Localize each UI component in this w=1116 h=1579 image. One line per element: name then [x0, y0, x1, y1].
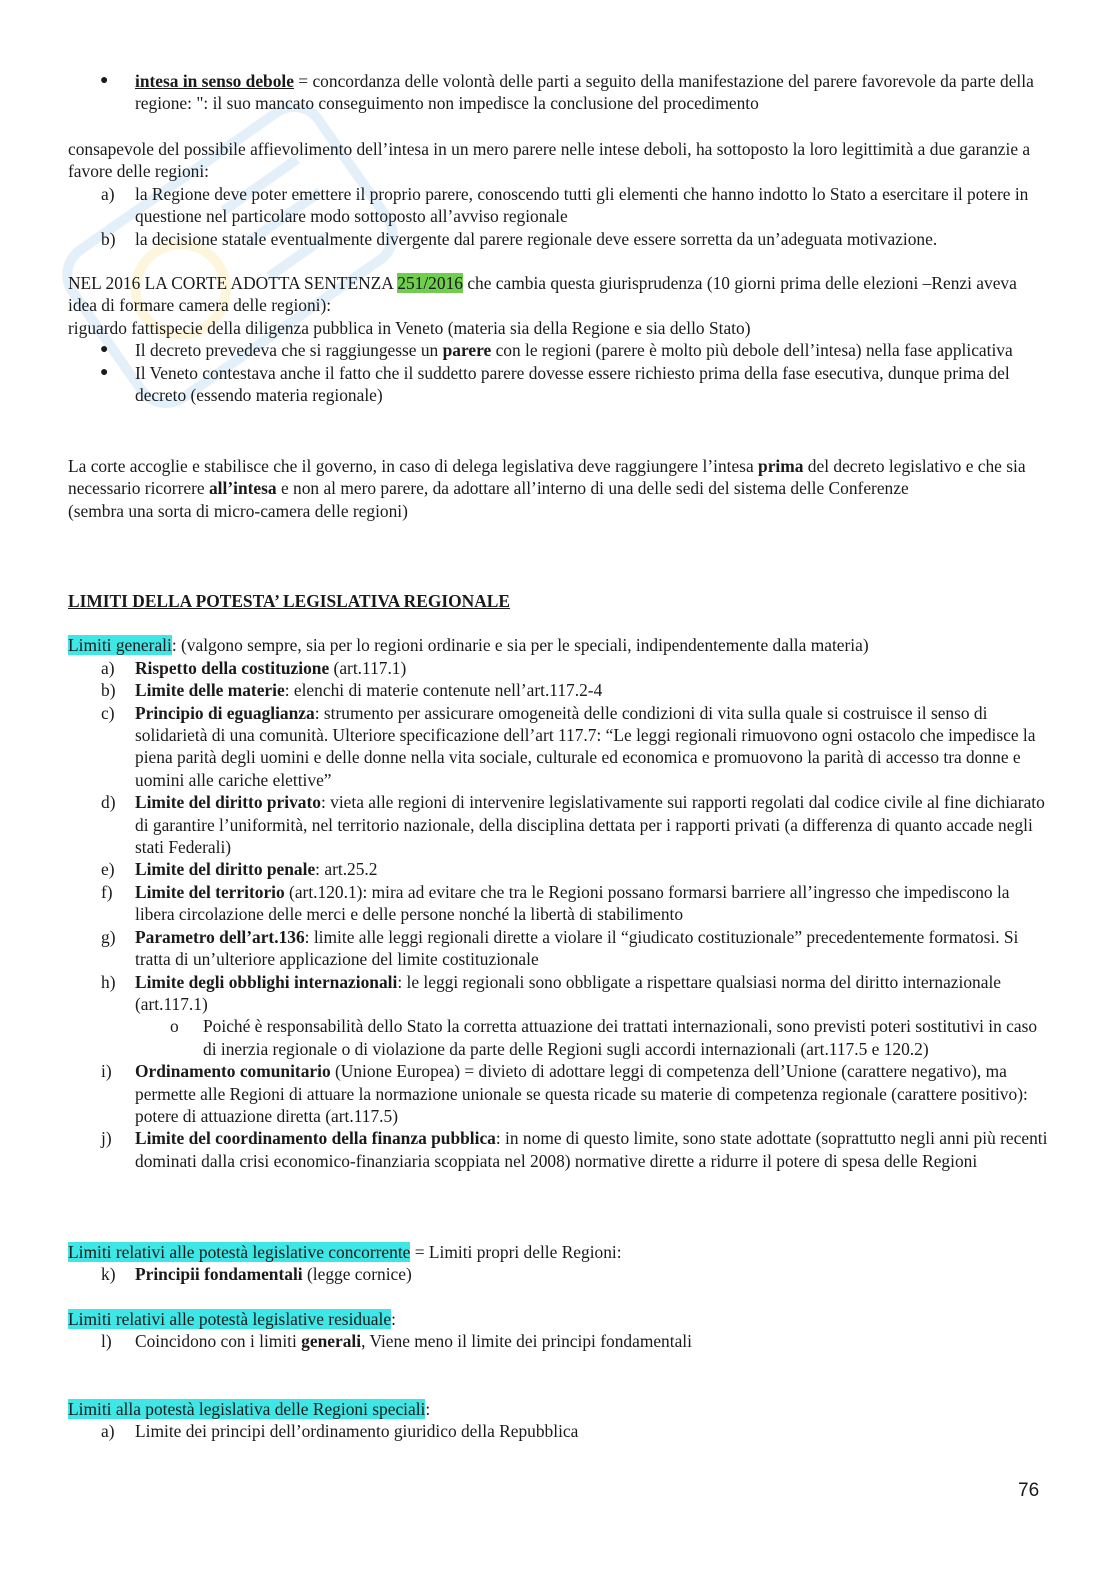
list-item	[68, 70, 1048, 115]
text: : in nome di questo limite, sono state adottate (soprattutto negli anni più recenti dominati dalla crisi economico-finanziaria scoppiata nel 2008) normative dirette a ridurre il potere di spesa delle Regioni	[135, 1128, 1048, 1171]
limits-list	[68, 657, 1048, 1016]
limits-list-2	[68, 1060, 1048, 1172]
text: (Unione Europea) = divieto di adottare leggi di competenza dell’Unione (carattere negativo), ma permette alle Regioni di attuare la normazione unionale se questa ricade su materie di competenza regionale (carattere positivo): potere di attuazione diretta (art.117.5)	[135, 1061, 1028, 1126]
text: : (valgono sempre, sia per lo regioni ordinarie e sia per le speciali, indipendentemente dalla materia)	[171, 635, 869, 656]
list-marker: h)	[101, 971, 116, 992]
paragraph: (sembra una sorta di micro-camera delle regioni)	[68, 500, 408, 521]
subheading-residuale	[68, 1308, 1048, 1330]
corte-section	[68, 455, 1048, 522]
bold-text: Limite delle materie	[135, 680, 285, 701]
text: : vieta alle regioni di intervenire legislativamente sui rapporti regolati dal codice civile al fine dichiarato di garantire l’uniformità, nel territorio nazionale, della disciplina dettata per i rapporti privati (a differenza di quanto accade negli stati Federali)	[135, 792, 1045, 858]
list-item	[68, 1127, 1048, 1172]
list-marker: d)	[101, 792, 116, 813]
highlighted-sentenza-number: 251/2016	[397, 273, 463, 293]
bold-text: Limite del territorio	[135, 881, 285, 902]
bullet-text: = concordanza delle volontà delle parti a seguito della manifestazione del parere favorevole da parte della regione: ": il suo mancato conseguimento non impedisce la conclusione del procedimento	[135, 71, 1034, 114]
highlighted-label: Limiti relativi alle potestà legislative residuale	[68, 1309, 392, 1329]
paragraph	[68, 455, 1048, 500]
text: , Viene meno il limite dei principi fondamentali	[361, 1331, 692, 1352]
bullet-icon: ●	[100, 342, 109, 358]
list-item	[68, 339, 1048, 361]
text: Poiché è responsabilità dello Stato la corretta attuazione dei trattati internazionali, sono previsti poteri sostitutivi in caso di inerzia regionale o di violazione da parte delle Regioni sugli accordi internazionali (art.117.5 e 120.2)	[203, 1016, 1038, 1059]
page-number: 76	[1018, 1480, 1040, 1501]
text: : art.25.2	[315, 859, 378, 880]
bold-text: Rispetto della costituzione	[135, 657, 330, 678]
paragraph-sentenza	[68, 272, 1048, 317]
list-item	[68, 1263, 1048, 1285]
text: : elenchi di materie contenute nell’art.117.2-4	[284, 680, 603, 701]
text: (art.117.1)	[329, 657, 407, 678]
highlighted-label: Limiti generali	[68, 635, 172, 656]
text: che cambia questa giurisprudenza (10 giorni prima delle elezioni –Renzi aveva idea di formare camera delle regioni):	[68, 273, 1017, 316]
list-item	[68, 791, 1048, 858]
list-item	[68, 228, 1048, 250]
residuale-section	[68, 1308, 1048, 1353]
bold-text: Limite degli obblighi internazionali	[135, 971, 398, 992]
list-marker: i)	[101, 1061, 112, 1082]
list-item	[68, 926, 1048, 971]
text: (legge cornice)	[302, 1264, 412, 1285]
text: Il Veneto contestava anche il fatto che il suddetto parere dovesse essere richiesto prima della fase esecutiva, dunque prima del decreto (essendo materia regionale)	[135, 362, 1010, 406]
subheading-generali	[68, 634, 1048, 656]
list-marker: e)	[101, 859, 115, 880]
paragraph: riguardo fattispecie della diligenza pubblica in Veneto (materia sia della Regione e sia dello Stato)	[68, 317, 751, 338]
subheading-speciali	[68, 1398, 1048, 1420]
list-marker: j)	[101, 1128, 112, 1149]
list-marker: f)	[101, 881, 113, 902]
list-marker: a)	[101, 1421, 115, 1442]
list-marker: b)	[101, 680, 116, 701]
sentenza-section	[68, 272, 1048, 406]
list-item	[68, 881, 1048, 926]
sub-list-item	[68, 1015, 1048, 1060]
bold-text: Principii fondamentali	[135, 1264, 303, 1285]
text: :	[391, 1309, 396, 1329]
highlighted-label: Limiti alla potestà legislativa delle Regioni speciali	[68, 1399, 426, 1419]
highlighted-label: Limiti relativi alle potestà legislative concorrente	[68, 1242, 411, 1262]
list-marker: c)	[101, 702, 115, 723]
text: (art.120.1): mira ad evitare che tra le Regioni possano formarsi barriere all’ingresso che impediscono la libera circolazione delle merci e delle persone nonché la libertà di stabilimento	[135, 881, 1010, 925]
list-item	[68, 858, 1048, 880]
bold-text: Ordinamento comunitario	[135, 1061, 331, 1082]
list-marker: b)	[101, 228, 116, 249]
bold-text: Limite del diritto penale	[135, 859, 316, 880]
bold-text: Limite del coordinamento della finanza pubblica	[135, 1128, 496, 1149]
bullet-icon: ●	[100, 364, 109, 380]
text: e non al mero parere, da adottare all’interno di una delle sedi del sistema delle Conferenze	[276, 478, 909, 499]
list-marker: g)	[101, 926, 116, 947]
list-marker: l)	[101, 1331, 112, 1352]
bullet-icon: ●	[100, 73, 109, 88]
subheading-concorrente	[68, 1241, 1048, 1263]
list-item	[68, 1420, 1048, 1442]
paragraph: consapevole del possibile affievolimento dell’intesa in un mero parere nelle intese deboli, ha sottoposto la loro legittimità a due garanzie a favore delle regioni:	[68, 139, 1031, 182]
speciali-section	[68, 1398, 1048, 1443]
list-item	[68, 1330, 1048, 1352]
intesa-debole-section	[68, 70, 1048, 115]
circle-bullet-icon: o	[170, 1016, 179, 1037]
text: la Regione deve poter emettere il proprio parere, conoscendo tutti gli elementi che hanno indotto lo Stato a esercitare il potere in questione nel particolare modo sottoposto all’avviso regionale	[135, 183, 1029, 227]
term-intesa-debole: intesa in senso debole	[135, 71, 294, 91]
text: La corte accoglie e stabilisce che il governo, in caso di delega legislativa deve raggiungere l’intesa	[68, 456, 759, 476]
list-item	[68, 702, 1048, 792]
text: Limite dei principi dell’ordinamento giuridico della Repubblica	[135, 1421, 579, 1442]
text: NEL 2016 LA CORTE ADOTTA SENTENZA	[68, 273, 398, 293]
text: con le regioni (parere è molto più debole dell’intesa) nella fase applicativa	[491, 340, 1013, 361]
bold-text: Limite del diritto privato	[135, 792, 321, 813]
bold-text: all’intesa	[208, 478, 277, 499]
guarantees-list	[68, 183, 1048, 250]
list-item	[68, 657, 1048, 679]
text: : strumento per assicurare omogeneità delle condizioni di vita sulla quale si costruisce il senso di solidarietà di una comunità. Ulteriore specificazione dell’art 117.7: “Le leggi regionali rimuovono ogni ostacolo che impedisce la piena parità degli uomini e delle donne nella vita sociale, culturale ed economica e promuovono la parità di accesso tra donne e uomini alle cariche elettive”	[135, 702, 1036, 790]
list-item	[68, 183, 1048, 228]
concorrente-section	[68, 1241, 1048, 1286]
section-heading: LIMITI DELLA POTESTA’ LEGISLATIVA REGIONALE	[68, 591, 510, 611]
bold-text: Principio di eguaglianza	[135, 702, 315, 723]
limiti-section	[68, 590, 1048, 1172]
text: : le leggi regionali sono obbligate a rispettare qualsiasi norma del diritto internazionale (art.117.1)	[135, 971, 1001, 1014]
text: = Limiti propri delle Regioni:	[410, 1242, 622, 1262]
list-marker: k)	[101, 1264, 116, 1285]
list-item	[68, 971, 1048, 1016]
list-item	[68, 1060, 1048, 1127]
bold-text: prima	[758, 456, 804, 476]
guarantees-section	[68, 138, 1048, 250]
bold-text: generali	[301, 1331, 362, 1352]
list-item	[68, 362, 1048, 407]
bold-text: Parametro dell’art.136	[135, 926, 305, 947]
text: Coincidono con i limiti	[135, 1331, 302, 1352]
bold-text: parere	[442, 340, 492, 361]
text: del decreto legislativo e che sia necessario ricorrere	[68, 456, 1026, 499]
list-item	[68, 679, 1048, 701]
list-marker: a)	[101, 657, 115, 678]
text: la decisione statale eventualmente divergente dal parere regionale deve essere sorretta da un’adeguata motivazione.	[135, 228, 938, 249]
text: Il decreto prevedeva che si raggiungesse un	[135, 340, 443, 361]
text: :	[425, 1399, 431, 1419]
text: : limite alle leggi regionali dirette a violare il “giudicato costituzionale” precedentemente formatosi. Si tratta di un’ulteriore applicazione del limite costituzionale	[135, 926, 1019, 970]
list-marker: a)	[101, 183, 115, 204]
